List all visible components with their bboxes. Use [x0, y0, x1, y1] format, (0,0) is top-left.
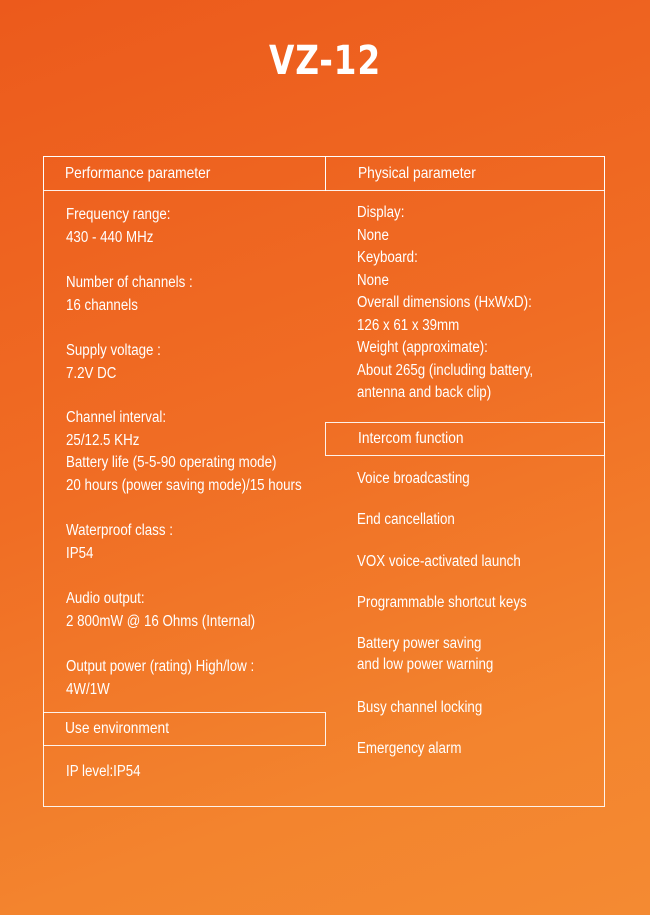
- spec-value: IP54: [66, 544, 94, 562]
- intercom-header: [325, 422, 605, 456]
- feature-text: Busy channel locking: [357, 699, 483, 716]
- feature-text: End cancellation: [357, 511, 455, 528]
- intercom-item: [357, 697, 503, 720]
- spec-label: Keyboard:: [357, 249, 418, 266]
- intercom-header-label: Intercom function: [358, 430, 464, 447]
- performance-group: [66, 407, 340, 497]
- intercom-item: [357, 738, 478, 761]
- spec-value: 7.2V DC: [66, 364, 117, 382]
- physical-header-label: Physical parameter: [358, 164, 476, 182]
- spec-value: None: [357, 271, 389, 289]
- physical-header: [325, 156, 605, 191]
- intercom-item: [357, 509, 471, 532]
- feature-text: Emergency alarm: [357, 740, 462, 757]
- spec-value: 25/12.5 KHz: [66, 431, 140, 449]
- feature-text: and low power warning: [357, 655, 494, 673]
- spec-label: Output power (rating) High/low :: [66, 658, 255, 675]
- performance-header: [43, 156, 326, 191]
- performance-header-label: Performance parameter: [65, 164, 211, 182]
- spec-value: None: [357, 226, 389, 244]
- spec-label: Audio output:: [66, 590, 145, 607]
- spec-value: 16 channels: [66, 296, 138, 314]
- spec-value: 20 hours (power saving mode)/15 hours: [66, 476, 302, 494]
- environment-header: [43, 712, 326, 746]
- performance-group: [66, 588, 286, 633]
- spec-value: IP level:IP54: [66, 763, 141, 780]
- intercom-item: [357, 551, 547, 574]
- performance-group: [66, 656, 285, 701]
- intercom-item: [357, 468, 488, 491]
- spec-value: 126 x 61 x 39mm: [357, 316, 460, 334]
- intercom-item: [357, 634, 516, 675]
- environment-group: [66, 761, 153, 784]
- spec-value: Battery life (5-5-90 operating mode): [66, 454, 277, 471]
- spec-value: 4W/1W: [66, 680, 110, 698]
- performance-group: [66, 272, 213, 317]
- spec-label: Supply voltage :: [66, 342, 161, 359]
- performance-group: [66, 520, 190, 565]
- feature-text: VOX voice-activated launch: [357, 553, 521, 570]
- spec-value: 430 - 440 MHz: [66, 228, 154, 246]
- performance-group: [66, 204, 188, 249]
- spec-value: About 265g (including battery,: [357, 361, 534, 379]
- spec-label: Overall dimensions (HxWxD):: [357, 294, 532, 311]
- feature-text: Voice broadcasting: [357, 470, 470, 487]
- spec-label: Waterproof class :: [66, 522, 173, 539]
- feature-text: Programmable shortcut keys: [357, 594, 527, 611]
- environment-header-label: Use environment: [65, 720, 170, 737]
- spec-value: 2 800mW @ 16 Ohms (Internal): [66, 612, 256, 630]
- spec-label: Number of channels :: [66, 274, 193, 291]
- intercom-item: [357, 592, 554, 615]
- spec-value: antenna and back clip): [357, 384, 492, 401]
- spec-label: Weight (approximate):: [357, 339, 488, 356]
- performance-group: [66, 340, 176, 385]
- spec-label: Display:: [357, 204, 405, 221]
- physical-group: [357, 202, 562, 405]
- page-title: VZ-12: [269, 38, 381, 84]
- feature-text: Battery power saving: [357, 635, 482, 652]
- spec-label: Channel interval:: [66, 409, 167, 426]
- spec-label: Frequency range:: [66, 206, 171, 223]
